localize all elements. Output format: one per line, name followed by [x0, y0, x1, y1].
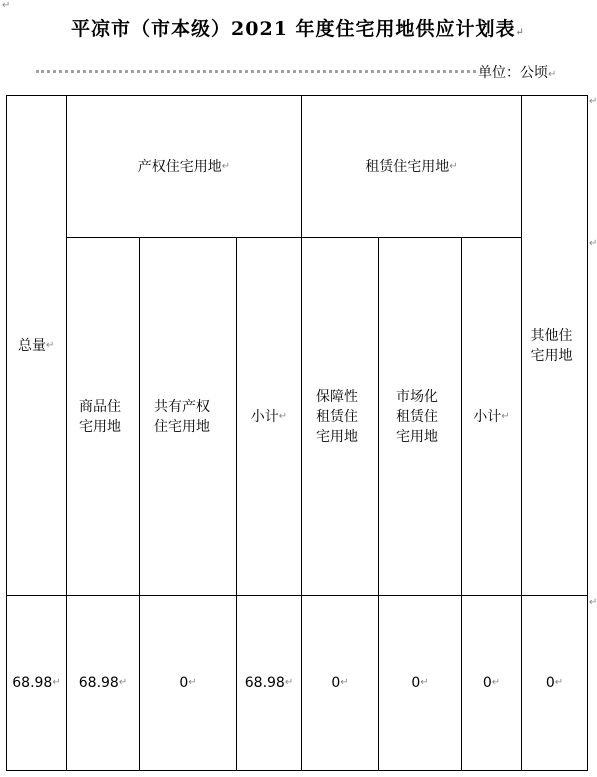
paragraph-mark: ↵	[420, 677, 429, 688]
header-total-text: 总量	[18, 337, 46, 354]
value-other-text: 0	[545, 675, 555, 691]
paragraph-mark: ↵	[188, 677, 197, 688]
value-rental-subtotal-text: 0	[482, 675, 492, 691]
paragraph-mark: ↵	[118, 677, 128, 688]
header-shared-text: 共有产权住宅用地	[154, 398, 210, 435]
header-rental-subtotal	[462, 238, 521, 595]
row-end-mark-subheader: ↵	[589, 238, 597, 249]
value-commercial-text: 68.98	[78, 675, 119, 691]
value-other	[522, 596, 587, 770]
value-commercial	[67, 596, 139, 770]
paragraph-mark: ↵	[548, 69, 557, 80]
header-rental-group-text: 租赁住宅用地	[365, 158, 450, 175]
header-shared	[140, 238, 236, 595]
value-shared	[140, 596, 236, 770]
row-end-mark-data: ↵	[589, 597, 597, 608]
header-market-rental	[379, 238, 461, 595]
table-border-bottom	[6, 770, 588, 771]
header-affordable-rental-text: 保障性租赁住宅用地	[316, 388, 358, 445]
header-commercial-text: 商品住宅用地	[79, 398, 121, 435]
paragraph-mark: ↵	[340, 677, 349, 688]
paragraph-mark: ↵	[554, 677, 564, 688]
header-property-subtotal	[237, 238, 301, 595]
header-rental-group	[302, 96, 521, 237]
value-shared-text: 0	[179, 675, 189, 691]
header-other-text: 其他住宅用地	[530, 327, 573, 364]
header-other	[522, 96, 587, 595]
paragraph-mark: ↵	[515, 27, 525, 38]
header-property-group	[67, 96, 301, 237]
value-rental-subtotal	[462, 596, 521, 770]
corner-paragraph-mark: ↵	[2, 0, 11, 11]
page-title-text: 平凉市（市本级）2021 年度住宅用地供应计划表	[71, 18, 516, 40]
table-border-right	[587, 95, 588, 771]
value-affordable-rental	[302, 596, 378, 770]
row-end-mark-header: ↵	[589, 96, 597, 107]
value-property-subtotal-text: 68.98	[244, 675, 285, 691]
page-title	[0, 14, 596, 41]
paragraph-mark: ↵	[278, 410, 288, 422]
paragraph-mark: ↵	[221, 160, 231, 172]
header-total	[18, 96, 66, 595]
header-affordable-rental	[302, 238, 378, 595]
header-property-subtotal-text: 小计	[250, 408, 279, 425]
header-market-rental-text: 市场化租赁住宅用地	[396, 388, 438, 445]
value-market-rental-text: 0	[411, 675, 421, 691]
header-property-group-text: 产权住宅用地	[137, 158, 222, 175]
paragraph-mark: ↵	[284, 677, 294, 688]
paragraph-mark: ↵	[491, 677, 501, 688]
dotted-rule	[36, 70, 476, 73]
value-affordable-rental-text: 0	[331, 675, 341, 691]
value-total	[7, 596, 66, 770]
paragraph-mark: ↵	[52, 677, 61, 688]
header-commercial	[67, 238, 139, 595]
unit-label	[478, 62, 556, 82]
paragraph-mark: ↵	[46, 339, 55, 351]
value-market-rental	[379, 596, 461, 770]
unit-text: 单位：公顷	[478, 65, 548, 81]
paragraph-mark: ↵	[501, 410, 510, 422]
value-total-text: 68.98	[12, 675, 53, 691]
header-rental-subtotal-text: 小计	[473, 408, 502, 425]
paragraph-mark: ↵	[449, 160, 458, 172]
value-property-subtotal	[237, 596, 301, 770]
